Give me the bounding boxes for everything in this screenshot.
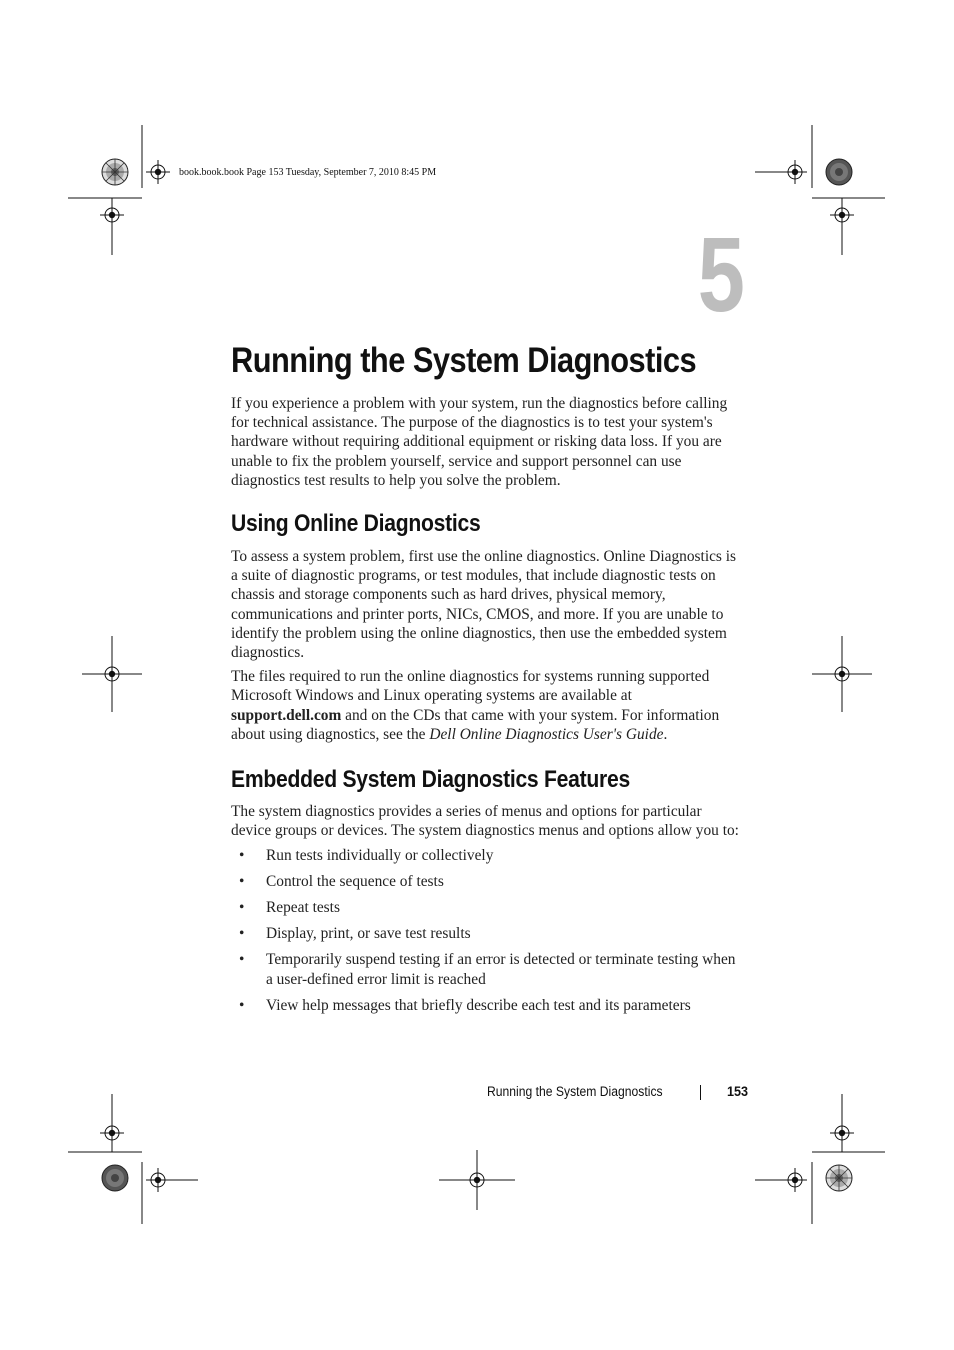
list-item: • View help messages that briefly describe each test and its parameters: [239, 996, 691, 1014]
bullet: •: [239, 873, 245, 891]
para2-text-start: The files required to run the online diagnostics for systems running supported Microsoft Windows and Linux operating systems are available at: [231, 668, 710, 705]
bullet: •: [239, 951, 245, 969]
para2-text-mid: and on the CDs that came with your system. For information about using diagnostics, see the: [231, 706, 720, 743]
bullet: •: [239, 899, 245, 917]
list-item: • Control the sequence of tests: [239, 873, 444, 891]
online-diagnostics-heading: Using Online Diagnostics: [231, 510, 481, 538]
features-list: [231, 846, 745, 1014]
support-site-link[interactable]: support.dell.com: [231, 706, 342, 724]
list-item: • Temporarily suspend testing if an error is detected or terminate testing when a user-defined error limit is reached: [239, 951, 736, 988]
bullet: •: [239, 925, 245, 943]
bullet: •: [239, 847, 245, 865]
chapter-number: 5: [697, 216, 745, 334]
bullet: •: [239, 996, 245, 1014]
embedded-diagnostics-intro: The system diagnostics provides a series of menus and options for particular device groups or devices. The system diagnostics menus and options allow you to:: [231, 803, 739, 840]
footer-separator: [700, 1085, 701, 1100]
chapter-intro: If you experience a problem with your system, run the diagnostics before calling for technical assistance. The purpose of the diagnostics is to test your system's hardware without requiring additional equipment or risking data loss. If you are unable to fix the problem yourself, service and support personnel can use diagnostics test results to help you solve the problem.: [231, 395, 728, 489]
list-item: • Display, print, or save test results: [239, 925, 471, 943]
list-item: • Run tests individually or collectively: [239, 847, 494, 865]
footer-chapter-title: Running the System Diagnostics: [487, 1084, 663, 1099]
embedded-diagnostics-heading: Embedded System Diagnostics Features: [231, 766, 630, 794]
para2-text-end: .: [663, 725, 668, 743]
online-diagnostics-para-1: To assess a system problem, first use the online diagnostics. Online Diagnostics is a suite of diagnostic programs, or test modules, that include diagnostic tests on chassis and storage components such as hard drives, physical memory, communications and printer ports, NICs, CMOS, and more. If you are unable to identify the problem using the online diagnostics, then use the embedded system diagnostics.: [231, 548, 737, 662]
chapter-title: Running the System Diagnostics: [231, 341, 697, 380]
page-content: [231, 337, 745, 1015]
users-guide-title: Dell Online Diagnostics User's Guide: [429, 725, 664, 743]
online-diagnostics-para-2: [231, 667, 745, 744]
list-item: • Repeat tests: [239, 899, 340, 917]
page-number: 153: [727, 1083, 749, 1099]
print-header-stamp: book.book.book Page 153 Tuesday, September 7, 2010 8:45 PM: [179, 167, 437, 178]
